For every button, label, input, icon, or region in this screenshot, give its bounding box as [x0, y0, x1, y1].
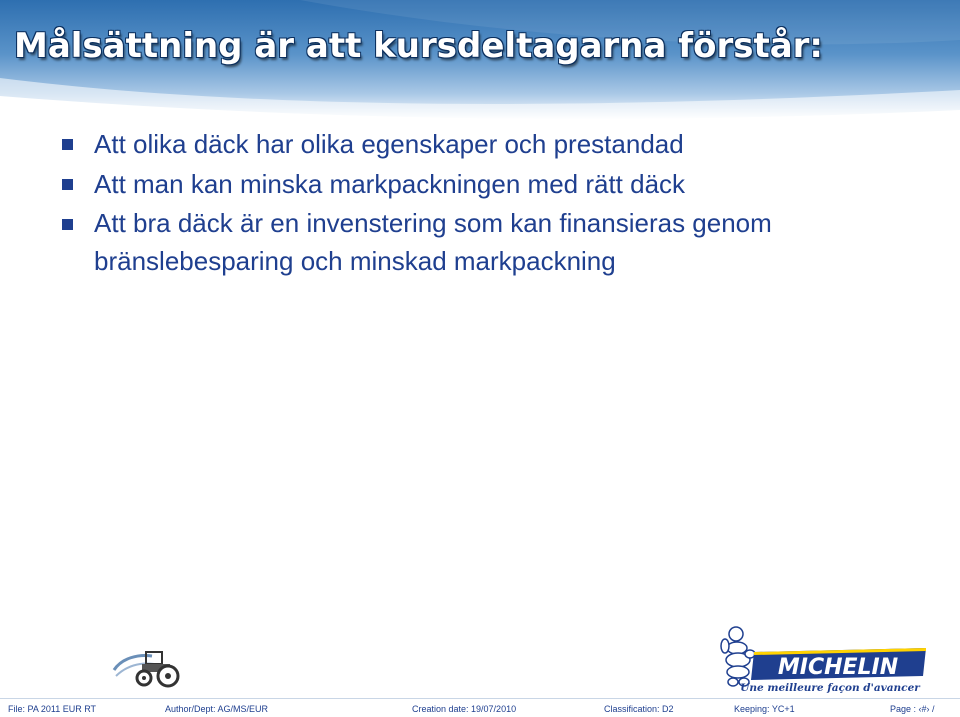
tractor-icon [112, 640, 184, 688]
brand-tagline: Une meilleure façon d'avancer [740, 682, 920, 694]
bullet-text: Att olika däck har olika egenskaper och prestandad [94, 129, 684, 159]
footer-file: File: PA 2011 EUR RT [8, 704, 97, 714]
footer-divider [0, 698, 960, 699]
footer-classification: Classification: D2 [604, 704, 674, 714]
bullet-text: Att man kan minska markpackningen med rätt däck [94, 169, 686, 199]
bullet-list [62, 124, 922, 281]
bullet-square-icon [62, 219, 73, 230]
list-item [62, 204, 922, 281]
brand-name: MICHELIN [777, 655, 899, 680]
michelin-logo-graphic [720, 624, 930, 696]
bullet-square-icon [62, 139, 73, 150]
footer-creation-date: Creation date: 19/07/2010 [412, 704, 517, 714]
list-item [62, 164, 922, 204]
footer-keeping: Keeping: YC+1 [734, 704, 795, 714]
slide-title: Målsättning är att kursdeltagarna förstår: [14, 26, 824, 66]
michelin-logo [720, 624, 930, 696]
list-item [62, 124, 922, 164]
bibendum-icon [721, 627, 755, 686]
footer-author: Author/Dept: AG/MS/EUR [165, 704, 269, 714]
bullet-text: Att bra däck är en invenstering som kan finansieras genom bränslebesparing och minskad markpackning [94, 208, 772, 276]
header-swoosh [0, 0, 960, 140]
bullet-square-icon [62, 179, 73, 190]
footer [0, 700, 960, 717]
footer-page: Page : ‹#› / [890, 704, 935, 714]
